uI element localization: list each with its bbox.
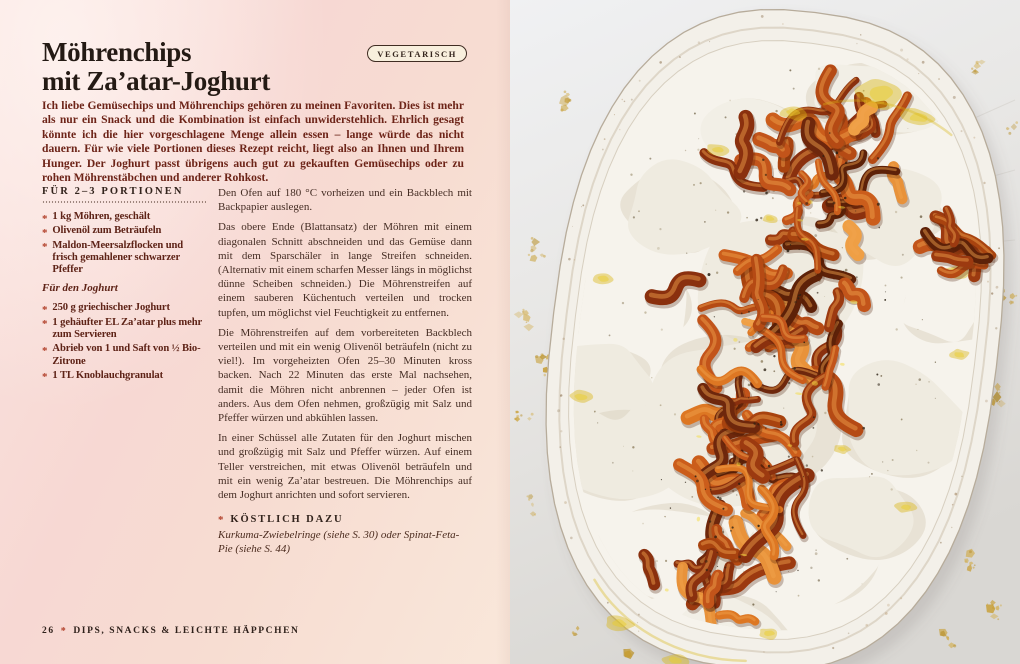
suggestion-header (218, 513, 472, 525)
ingredient-item (42, 370, 206, 382)
ingredient-text: 1 kg Möhren, geschält (52, 211, 151, 222)
page-number: 26 (42, 626, 55, 636)
chapter-name: DIPS, SNACKS & LEICHTE HÄPPCHEN (73, 626, 300, 636)
ingredient-list-main (42, 211, 206, 276)
recipe-title (42, 38, 270, 96)
asterisk-separator: * (60, 626, 68, 637)
step-paragraph: Das obere Ende (Blattansatz) der Möhren mit einem diagonalen Schnitt abschneiden und das Gemüse dann mit dem Sparschäler in lange Streifen schneiden. (Alternativ mit einem scharfen Messer längs in möglichst dünne Scheiben schneiden.) Die Möhrenstreifen auf einem sauberen Küchentuch verteilen und trocken tupfen, um möglichst viel Feuchtigkeit zu entfernen. (218, 221, 472, 319)
joghurt-subheader: Für den Joghurt (42, 282, 118, 295)
asterisk-bullet: * (42, 212, 48, 225)
recipe-title-line1: Möhrenchips (42, 37, 192, 67)
instructions (218, 186, 472, 563)
asterisk-bullet: * (42, 226, 48, 239)
ingredient-text: Maldon-Meersalzflocken und frisch gemahlener schwarzer Pfeffer (52, 239, 184, 276)
asterisk-bullet: * (42, 241, 48, 254)
ingredients-panel (42, 186, 206, 384)
asterisk-bullet: * (42, 371, 48, 384)
step-paragraph: Den Ofen auf 180 °C vorheizen und ein Backblech mit Backpapier auslegen. (218, 187, 472, 214)
ingredient-text: 1 TL Knoblauchgranulat (52, 369, 164, 381)
ingredient-text: Olivenöl zum Beträufeln (52, 225, 162, 237)
asterisk-bullet: * (42, 318, 48, 331)
ingredient-item (42, 240, 206, 277)
asterisk-bullet: * (42, 303, 48, 316)
food-photo (510, 0, 1020, 664)
page-footer (42, 625, 299, 636)
ingredient-text: 250 g griechischer Joghurt (52, 302, 170, 314)
recipe-intro: Ich liebe Gemüsechips und Möhrenchips gehören zu meinen Favoriten. Dies ist mehr als nur ein Snack und die Kombination ist einfach unwiderstehlich. Ehrlich gesagt könnte ich die hier vorgeschlagene Menge allein essen – lange würde das nicht dauern. Für wie viele Portionen dieses Rezept reicht, liegt also an Ihnen und Ihrem Hunger. Der Joghurt passt übrigens auch gut zu gekauften Gemüsechips oder zu rohen Möhrenstäbchen und anderer Rohkost. (42, 99, 464, 185)
asterisk-bullet: * (218, 514, 226, 527)
ingredient-text: Abrieb von 1 und Saft von ½ Bio-Zitrone (52, 343, 201, 367)
ingredient-item (42, 211, 206, 223)
recipe-title-line2: mit Za’atar-Joghurt (42, 66, 271, 96)
serving-suggestion (218, 513, 472, 556)
ingredient-item (42, 302, 206, 314)
suggestion-text: Kurkuma-Zwiebelringe (siehe S. 30) oder Spinat-Feta-Pie (siehe S. 44) (218, 529, 460, 556)
ingredient-item (42, 225, 206, 237)
ingredient-item (42, 317, 206, 342)
step-paragraph: In einer Schüssel alle Zutaten für den Joghurt mischen und großzügig mit Salz und Pfeffer würzen. Auf einem Teller verstreichen, mit etwas Olivenöl beträufeln und mit ein wenig Za’atar bestreuen. Die Möhrenchips auf dem Joghurt anrichten und sofort servieren. (218, 432, 472, 502)
ingredient-text: 1 gehäufter EL Za’atar plus mehr zum Servieren (52, 316, 202, 341)
ingredient-item (42, 343, 206, 368)
suggestion-header-text: KÖSTLICH DAZU (230, 514, 344, 526)
ingredient-list-joghurt (42, 302, 206, 382)
portions-header: FÜR 2–3 PORTIONEN (42, 186, 206, 203)
vegetarian-badge: VEGETARISCH (367, 45, 467, 62)
step-paragraph: Die Möhrenstreifen auf dem vorbereiteten Backblech verteilen und mit ein wenig Olivenöl beträufeln (nicht zu viel!). Im vorgeheizten Ofen 25–30 Minuten kross backen. Nach 22 Minuten das erste Mal nachsehen, damit die Möhren nicht anbrennen – jeder Ofen ist anders. Aus dem Ofen nehmen, großzügig mit Salz und Pfeffer würzen und abkühlen lassen. (218, 326, 472, 425)
photo-page (510, 0, 1020, 664)
asterisk-bullet: * (42, 344, 48, 357)
